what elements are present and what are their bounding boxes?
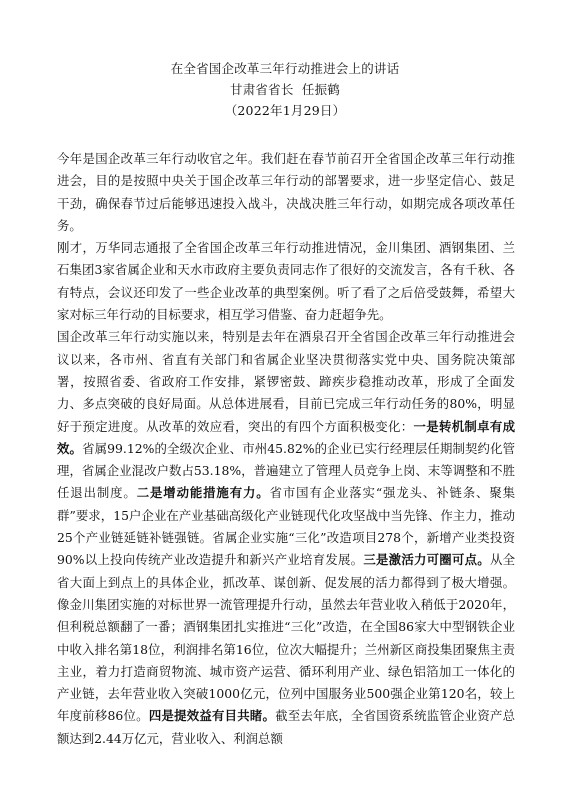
speech-body [57,148,515,750]
body-text: 从全省大面上到点上的具体企业，抓改革、谋创新、促发展的活力都得到了极大增强。像金川集团实施的对标世界一流管理提升行动，虽然去年营业收入稍低于2020年，但利税总额翻了一番；酒钢集团扎实推进“三化”改造，在全国86家大中型钢铁企业中收入排名第18位，利润排名第16位，位次大幅提升；兰州新区商投集团聚焦主责主业，着力打造商贸物流、城市资产运营、循环利用产业、绿色铝箔加工一体化的产业链，去年营业收入突破1000亿元，位列中国服务业500强企业第120名，较上年度前移86位。 [57,552,516,724]
body-text: 省属99.12%的全级次企业、市州45.82%的企业已实行经理层任期制契约化管理，省属企业混改户数占53.18%，普遍建立了管理人员竞争上岗、末等调整和不胜任退出制度。 [57,440,515,501]
speaker-line: 甘肃省省长 任振鹤 [230,82,340,97]
speech-date: （2022年1月29日） [224,103,346,118]
bold-heading-text: 一是转机制卓有成效。 [57,418,516,456]
speech-title: 在全省国企改革三年行动推进会上的讲话 [170,61,400,76]
bold-heading-text: 三是激活力可圈可点。 [363,552,490,568]
paragraph-2 [57,237,515,326]
body-text: 刚才，万华同志通报了全省国企改革三年行动推进情况，金川集团、酒钢集团、兰石集团3家省属企业和天水市政府主要负责同志作了很好的交流发言，各有千秋、各有特点，会议还印发了一些企业改革的典型案例。听了看了之后倍受鼓舞，希望大家对标三年行动的目标要求，相互学习借鉴、奋力赶超争先。 [57,240,515,323]
speech-header [0,58,570,121]
body-text: 截至去年底，全省国资系统监管企业资产总额达到2.44万亿元，营业收入、利润总额 [57,708,516,746]
bold-heading-text: 二是增动能措施有力。 [136,485,270,501]
paragraph-3 [57,326,515,750]
body-text: 省市国有企业落实“强龙头、补链条、聚集群”要求，15户企业在产业基础高级化产业链现代化攻坚战中当先锋、作主力，推动25个产业链延链补链强链。省属企业实施“三化”改造项目278个，新增产业类投资90%以上投向传统产业改造提升和新兴产业培育发展。 [57,485,516,568]
bold-heading-text: 四是提效益有目共睹。 [148,708,276,724]
paragraph-1 [57,148,515,237]
body-text: 今年是国企改革三年行动收官之年。我们赶在春节前召开全省国企改革三年行动推进会，目的是按照中央关于国企改革三年行动的部署要求，进一步坚定信心、鼓足干劲，确保春节过后能够迅速投入战斗，决战决胜三年行动，如期完成各项改革任务。 [57,151,515,233]
body-text: 国企改革三年行动实施以来，特别是去年在酒泉召开全省国企改革三年行动推进会议以来，各市州、省直有关部门和省属企业坚决贯彻落实党中央、国务院决策部署，按照省委、省政府工作安排，紧锣密鼓、蹄疾步稳推动改革，形成了全面发力、多点突破的良好局面。从总体进展看，目前已完成三年行动任务的80%，明显好于预定进度。从改革的效应看，突出的有四个方面积极变化： [57,329,515,434]
